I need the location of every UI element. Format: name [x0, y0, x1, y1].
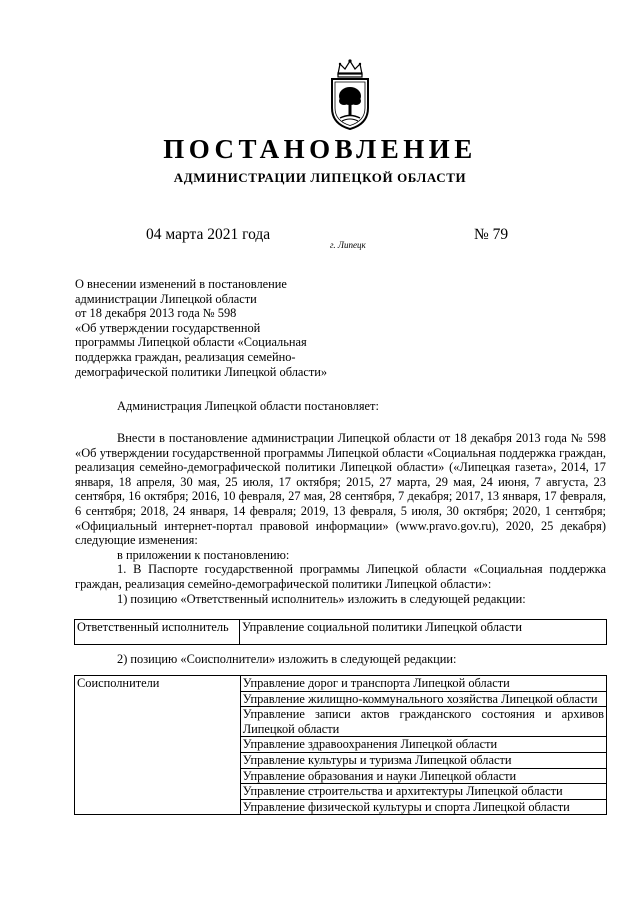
- table-row: [75, 620, 607, 645]
- subject-line: программы Липецкой области «Социальная: [75, 335, 307, 350]
- table-value-cell: Управление социальной политики Липецкой области: [239, 620, 606, 645]
- co-executor-item: Управление строительства и архитектуры Липецкой области: [241, 784, 606, 800]
- item-2-intro: 2) позицию «Соисполнители» изложить в следующей редакции:: [117, 652, 457, 666]
- co-executor-item: Управление физической культуры и спорта Липецкой области: [242, 799, 570, 814]
- document-body: [75, 431, 606, 606]
- document-subject: [75, 277, 405, 379]
- item-1: 1. В Паспорте государственной программы Липецкой области «Социальная поддержка граждан, реализация семейно-демографической политики Липецкой области»:: [75, 562, 606, 591]
- preamble: Администрация Липецкой области постановляет:: [117, 399, 379, 413]
- item-1-1: 1) позицию «Ответственный исполнитель» изложить в следующей редакции:: [117, 591, 526, 606]
- co-executor-item: Управление культуры и туризма Липецкой области: [241, 753, 606, 769]
- coat-of-arms-icon: [326, 58, 374, 132]
- subject-line: демографической политики Липецкой области»: [75, 364, 328, 379]
- subject-line: администрации Липецкой области: [75, 291, 257, 306]
- subject-line: поддержка граждан, реализация семейно-: [75, 349, 296, 364]
- responsible-executor-table: [74, 619, 607, 645]
- co-executor-item: Управление здравоохранения Липецкой области: [241, 737, 606, 753]
- subject-line: от 18 декабря 2013 года № 598: [75, 306, 237, 321]
- co-executor-item: Управление образования и науки Липецкой области: [241, 769, 606, 785]
- co-executor-item: Управление жилищно-коммунального хозяйства Липецкой области: [241, 692, 606, 708]
- subject-line: О внесении изменений в постановление: [75, 277, 287, 291]
- document-date: 04 марта 2021 года: [146, 226, 271, 243]
- document-title: ПОСТАНОВЛЕНИЕ: [163, 134, 477, 164]
- table-value-cell: [240, 676, 606, 815]
- document-number: № 79: [474, 226, 509, 243]
- co-executors-table: [74, 675, 607, 815]
- document-city: г. Липецк: [330, 240, 366, 250]
- appendix-line: в приложении к постановлению:: [117, 547, 290, 562]
- document-subtitle: АДМИНИСТРАЦИИ ЛИПЕЦКОЙ ОБЛАСТИ: [173, 170, 467, 185]
- co-executor-item: Управление записи актов гражданского состояния и архивов Липецкой области: [242, 707, 604, 736]
- table-row: [75, 676, 607, 815]
- table-label-cell: Соисполнители: [75, 676, 241, 815]
- main-paragraph: Внести в постановление администрации Липецкой области от 18 декабря 2013 года № 598 «Об утверждении государственной программы Липецкой области «Социальная поддержка граждан, реализация семейно-демографической политики Липецкой области» («Липецкая газета», 2014, 17 января, 18 апреля, 30 мая, 25 июля, 17 октября; 2015, 27 марта, 29 мая, 24 июня, 7 августа, 23 сентября, 16 октября; 2016, 10 февраля, 27 мая, 28 сентября, 7 декабря; 2017, 13 января, 17 февраля, 6 сентября; 2018, 24 января, 14 февраля; 2019, 13 февраля, 5 июля, 30 октября; 2020, 1 сентября; «Официальный интернет-портал правовой информации» (www.pravo.gov.ru), 2020, 25 декабря) следующие изменения:: [75, 431, 606, 548]
- table-label-cell: Ответственный исполнитель: [75, 620, 240, 645]
- subject-line: «Об утверждении государственной: [75, 320, 261, 335]
- co-executor-item: Управление дорог и транспорта Липецкой области: [241, 676, 606, 692]
